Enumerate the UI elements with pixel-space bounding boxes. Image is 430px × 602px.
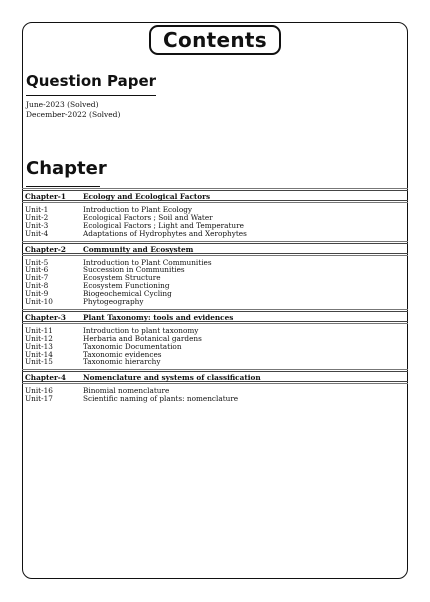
unit-number: Unit-15 — [25, 357, 53, 367]
unit-title: Ecosystem Structure — [83, 273, 161, 283]
question-paper-heading: Question Paper — [26, 72, 157, 90]
unit-title: Herbaria and Botanical gardens — [83, 333, 202, 343]
unit-title: Introduction to plant taxonomy — [83, 325, 199, 335]
unit-number: Unit-8 — [25, 281, 49, 291]
unit-number: Unit-12 — [25, 333, 53, 343]
unit-list — [22, 201, 408, 243]
unit-row[interactable] — [22, 298, 408, 306]
unit-title: Ecosystem Functioning — [83, 281, 170, 291]
unit-number: Unit-3 — [25, 220, 49, 230]
unit-row[interactable] — [22, 358, 408, 366]
chapter-title: Nomenclature and systems of classification — [83, 373, 261, 383]
unit-title: Ecological Factors ; Light and Temperature — [83, 220, 244, 230]
chapter-row[interactable] — [22, 190, 408, 201]
unit-title: Biogeochemical Cycling — [83, 289, 172, 299]
chapter-title: Community and Ecosystem — [83, 244, 194, 254]
chapter-row[interactable] — [22, 311, 408, 322]
question-paper-list — [26, 100, 120, 119]
unit-list — [22, 382, 408, 408]
unit-title: Ecological Factors ; Soil and Water — [83, 212, 213, 222]
question-paper-underline — [26, 95, 156, 96]
table-of-contents — [22, 190, 408, 408]
unit-title: Phytogeography — [83, 297, 144, 307]
chapter-row[interactable] — [22, 243, 408, 254]
unit-list — [22, 322, 408, 371]
unit-number: Unit-14 — [25, 349, 53, 359]
unit-row[interactable] — [22, 327, 408, 335]
chapter-number: Chapter-3 — [25, 312, 66, 322]
unit-list — [22, 254, 408, 311]
unit-title: Taxonomic hierarchy — [83, 357, 161, 367]
unit-number: Unit-17 — [25, 394, 53, 404]
unit-number: Unit-11 — [25, 325, 53, 335]
unit-title: Introduction to Plant Ecology — [83, 205, 193, 214]
unit-row[interactable] — [22, 274, 408, 282]
unit-number: Unit-7 — [25, 273, 49, 283]
unit-number: Unit-13 — [25, 341, 53, 351]
unit-title: Taxonomic evidences — [83, 349, 162, 359]
chapter-heading: Chapter — [26, 158, 107, 179]
unit-title: Adaptations of Hydrophytes and Xerophytes — [83, 228, 247, 238]
chapter-title: Plant Taxonomy: tools and evidences — [83, 312, 234, 322]
unit-row[interactable] — [22, 395, 408, 403]
unit-title: Binomial nomenclature — [83, 386, 170, 396]
contents-title-box — [149, 25, 281, 55]
chapter-number: Chapter-2 — [25, 244, 66, 254]
unit-row[interactable] — [22, 290, 408, 298]
unit-number: Unit-9 — [25, 289, 49, 299]
unit-number: Unit-1 — [25, 205, 49, 214]
unit-number: Unit-16 — [25, 386, 53, 396]
unit-number: Unit-4 — [25, 228, 49, 238]
chapter-title: Ecology and Ecological Factors — [83, 192, 211, 201]
unit-row[interactable] — [22, 206, 408, 214]
unit-row[interactable] — [22, 230, 408, 238]
chapter-row[interactable] — [22, 371, 408, 382]
unit-title: Succession in Communities — [83, 265, 185, 275]
unit-number: Unit-6 — [25, 265, 49, 275]
question-paper-item[interactable]: December-2022 (Solved) — [26, 109, 121, 119]
unit-row[interactable] — [22, 351, 408, 359]
chapter-underline — [26, 186, 100, 187]
unit-title: Introduction to Plant Communities — [83, 257, 212, 267]
page-title: Contents — [163, 28, 267, 52]
unit-number: Unit-2 — [25, 212, 49, 222]
unit-row[interactable] — [22, 343, 408, 351]
question-paper-item[interactable]: June-2023 (Solved) — [26, 100, 99, 109]
unit-number: Unit-10 — [25, 297, 53, 307]
unit-title: Taxonomic Documentation — [83, 341, 182, 351]
chapter-number: Chapter-1 — [25, 192, 66, 201]
unit-title: Scientific naming of plants: nomenclature — [83, 394, 239, 404]
unit-number: Unit-5 — [25, 257, 49, 267]
unit-row[interactable] — [22, 282, 408, 290]
unit-row[interactable] — [22, 259, 408, 267]
unit-row[interactable] — [22, 266, 408, 274]
unit-row[interactable] — [22, 335, 408, 343]
chapter-number: Chapter-4 — [25, 373, 66, 383]
